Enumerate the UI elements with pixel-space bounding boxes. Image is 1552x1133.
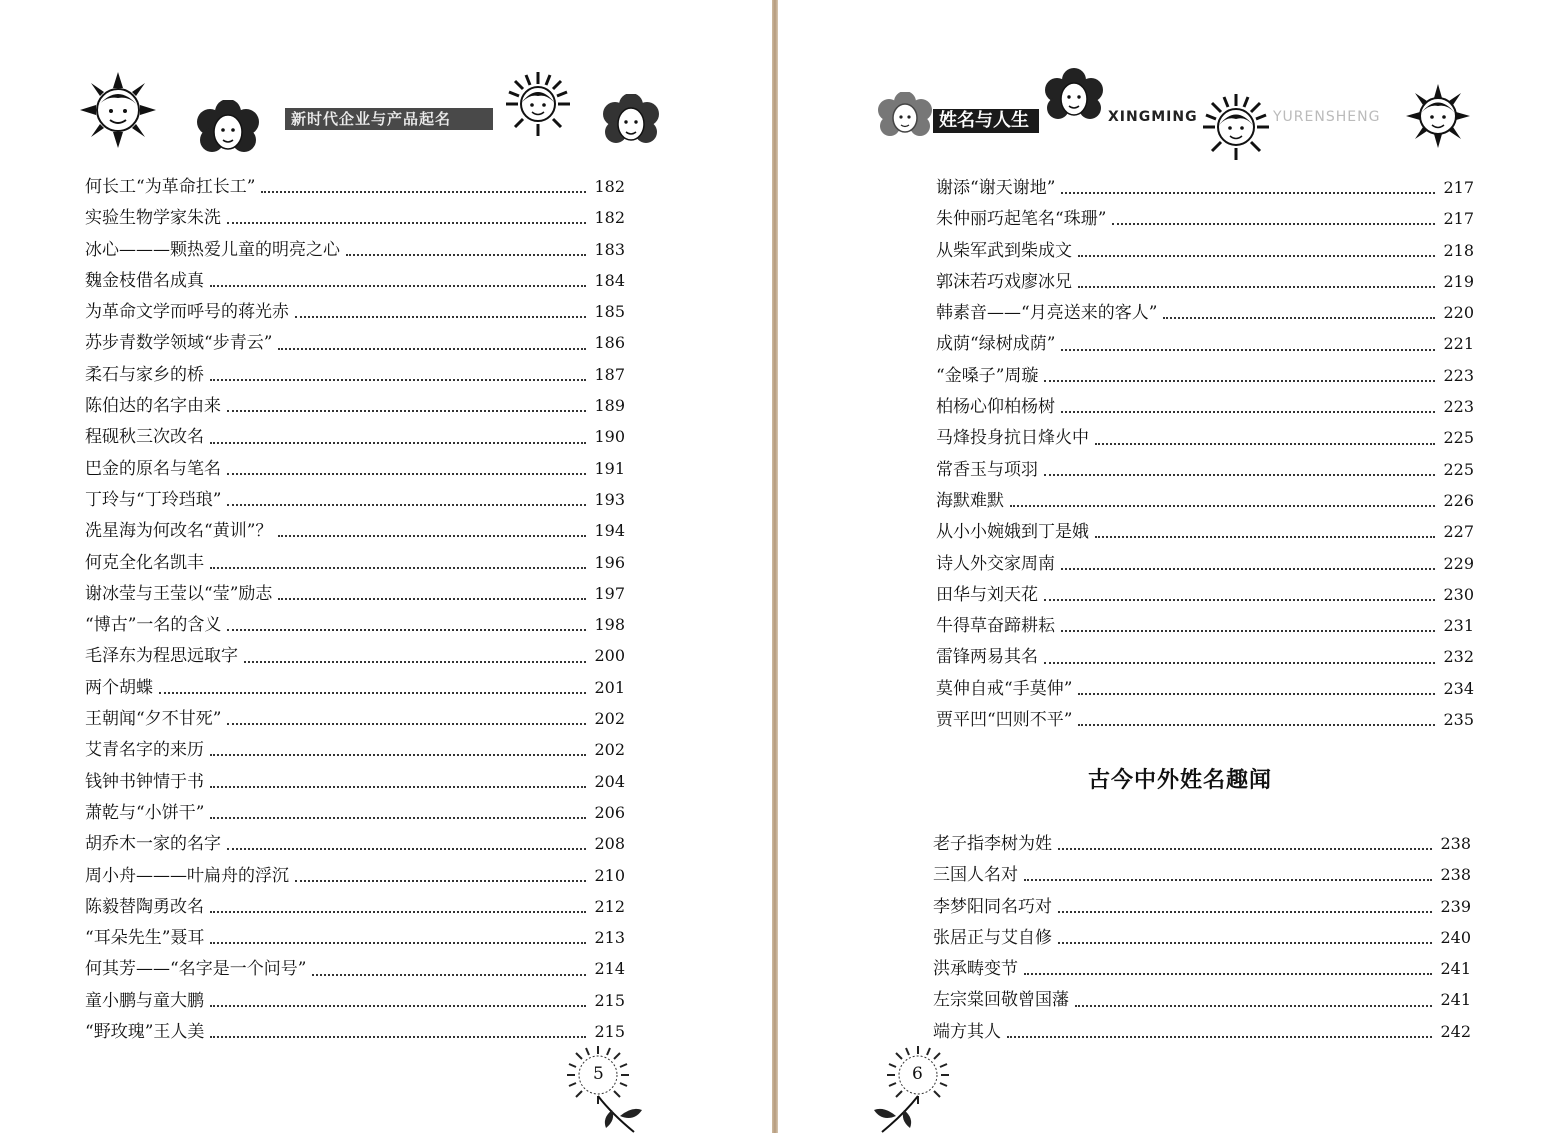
toc-entry[interactable]: 端方其人 242 — [933, 1016, 1471, 1047]
toc-list — [85, 171, 625, 1047]
toc-entry[interactable]: 韩素音——“月亮送来的客人” 220 — [936, 297, 1474, 328]
left-header — [0, 0, 772, 165]
toc-entry[interactable]: 胡乔木一家的名字 208 — [85, 828, 625, 859]
right-page — [778, 0, 1552, 1133]
toc-entry[interactable]: 陈伯达的名字由来 189 — [85, 390, 625, 421]
toc-entry[interactable]: 海默难默 226 — [936, 485, 1474, 516]
flower-girl-icon — [196, 100, 260, 160]
toc-entry[interactable]: 两个胡蝶 201 — [85, 672, 625, 703]
sun-face-icon — [1406, 84, 1470, 148]
toc-entry[interactable]: 陈毅替陶勇改名 212 — [85, 891, 625, 922]
toc-entry[interactable]: 艾青名字的来历 202 — [85, 734, 625, 765]
toc-entry[interactable]: 牛得草奋蹄耕耘 231 — [936, 610, 1474, 641]
toc-entry[interactable]: 洪承畴变节 241 — [933, 953, 1471, 984]
toc-entry[interactable]: “金嗓子”周璇 223 — [936, 360, 1474, 391]
toc-entry[interactable]: 为革命文学而呼号的蒋光赤 185 — [85, 296, 625, 327]
sun-face-icon — [506, 72, 570, 136]
toc-list-section — [933, 828, 1471, 1047]
toc-entry[interactable]: 贾平凹“凹则不平” 235 — [936, 704, 1474, 735]
toc-entry[interactable]: 从柴军武到柴成文 218 — [936, 235, 1474, 266]
toc-entry[interactable]: 苏步青数学领域“步青云” 186 — [85, 327, 625, 358]
flower-girl-icon — [876, 92, 934, 142]
toc-entry[interactable]: 从小小婉娥到丁是娥 227 — [936, 516, 1474, 547]
flower-page-icon — [868, 1044, 954, 1133]
toc-entry[interactable]: 田华与刘天花 230 — [936, 579, 1474, 610]
toc-entry[interactable]: 郭沫若巧戏廖冰兄 219 — [936, 266, 1474, 297]
toc-entry[interactable]: 王朝闻“夕不甘死” 202 — [85, 703, 625, 734]
header-latin-xingming: XINGMING — [1108, 109, 1198, 125]
toc-entry[interactable]: 张居正与艾自修 240 — [933, 922, 1471, 953]
toc-entry[interactable]: 毛泽东为程思远取字 200 — [85, 640, 625, 671]
header-banner: 姓名与人生 — [933, 109, 1039, 133]
toc-entry[interactable]: 柔石与家乡的桥 187 — [85, 359, 625, 390]
toc-entry[interactable]: 冰心———颗热爱儿童的明亮之心 183 — [85, 234, 625, 265]
toc-entry[interactable]: 马烽投身抗日烽火中 225 — [936, 422, 1474, 453]
toc-entry[interactable]: 巴金的原名与笔名 191 — [85, 453, 625, 484]
toc-list — [936, 172, 1474, 735]
section-heading: 古今中外姓名趣闻 — [1088, 768, 1273, 793]
sun-face-icon — [80, 72, 156, 148]
flower-girl-icon — [602, 94, 660, 152]
toc-entry[interactable]: 周小舟———叶扁舟的浮沉 210 — [85, 860, 625, 891]
toc-entry[interactable]: 冼星海为何改名“黄训”？ 194 — [85, 515, 625, 546]
toc-entry[interactable]: 何克全化名凯丰 196 — [85, 547, 625, 578]
toc-entry[interactable]: 魏金枝借名成真 184 — [85, 265, 625, 296]
flower-page-icon — [562, 1044, 648, 1133]
toc-entry[interactable]: 常香玉与项羽 225 — [936, 454, 1474, 485]
toc-entry[interactable]: 诗人外交家周南 229 — [936, 548, 1474, 579]
left-page — [0, 0, 772, 1133]
toc-entry[interactable]: 萧乾与“小饼干” 206 — [85, 797, 625, 828]
toc-entry[interactable]: 三国人名对 238 — [933, 859, 1471, 890]
toc-entry[interactable]: 谢冰莹与王莹以“莹”励志 197 — [85, 578, 625, 609]
toc-entry[interactable]: 朱仲丽巧起笔名“珠珊” 217 — [936, 203, 1474, 234]
toc-entry[interactable]: 柏杨心仰柏杨树 223 — [936, 391, 1474, 422]
toc-entry[interactable]: 左宗棠回敬曾国藩 241 — [933, 984, 1471, 1015]
header-banner: 新时代企业与产品起名 — [285, 108, 493, 130]
page-number: 5 — [593, 1064, 604, 1084]
toc-entry[interactable]: 程砚秋三次改名 190 — [85, 421, 625, 452]
toc-entry[interactable]: 莫伸自戒“手莫伸” 234 — [936, 673, 1474, 704]
toc-entry[interactable]: 老子指李树为姓 238 — [933, 828, 1471, 859]
toc-entry[interactable]: 钱钟书钟情于书 204 — [85, 766, 625, 797]
toc-entry[interactable]: 何其芳——“名字是一个问号” 214 — [85, 953, 625, 984]
toc-entry[interactable]: 童小鹏与童大鹏 215 — [85, 985, 625, 1016]
header-latin-yurensheng: YURENSHENG — [1273, 109, 1381, 125]
toc-entry[interactable]: “野玫瑰”王人美 215 — [85, 1016, 625, 1047]
toc-entry[interactable]: 谢添“谢天谢地” 217 — [936, 172, 1474, 203]
toc-entry[interactable]: 雷锋两易其名 232 — [936, 641, 1474, 672]
right-header — [778, 0, 1552, 165]
toc-entry[interactable]: 成荫“绿树成荫” 221 — [936, 328, 1474, 359]
toc-entry[interactable]: 李梦阳同名巧对 239 — [933, 891, 1471, 922]
toc-entry[interactable]: 实验生物学家朱洗 182 — [85, 202, 625, 233]
toc-entry[interactable]: “博古”一名的含义 198 — [85, 609, 625, 640]
toc-entry[interactable]: 何长工“为革命扛长工” 182 — [85, 171, 625, 202]
toc-entry[interactable]: “耳朵先生”聂耳 213 — [85, 922, 625, 953]
toc-entry[interactable]: 丁玲与“丁玲珰琅” 193 — [85, 484, 625, 515]
sun-face-icon — [1203, 94, 1269, 160]
flower-girl-icon — [1043, 68, 1105, 128]
page-number: 6 — [912, 1064, 923, 1084]
